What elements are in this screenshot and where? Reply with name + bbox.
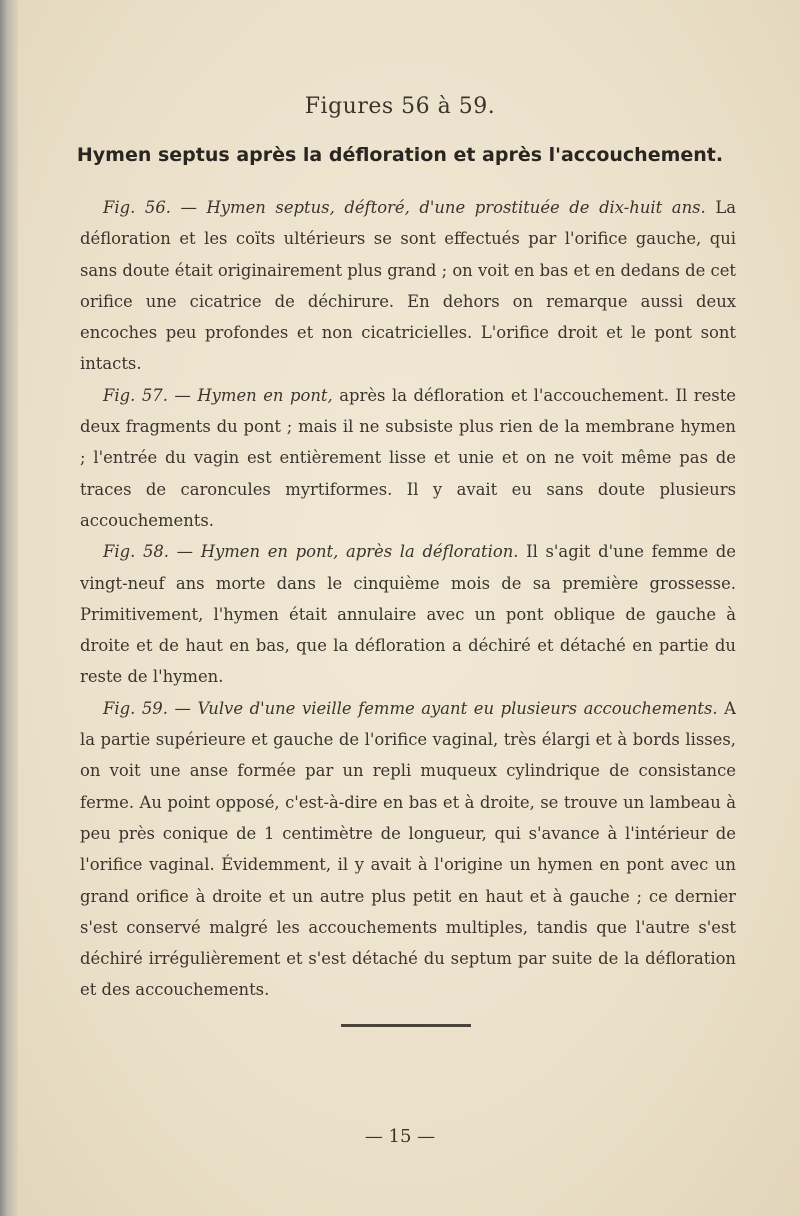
figure-description: Il s'agit d'une femme de vingt-neuf ans morte dans le cinquième mois de sa première grossesse. Primitivement, l'hymen était annulaire avec un pont oblique de gauche à droite et de haut en bas, que la défloration a déchiré et détaché en partie du reste de l'hymen. <box>80 542 736 687</box>
book-spine-shadow <box>0 0 18 1216</box>
page-number: — 15 — <box>364 1126 436 1147</box>
figure-caption: Hymen en pont, après la défloration. <box>200 542 519 562</box>
figure-label: Fig. 56. — <box>103 198 197 217</box>
paragraph-fig-57 <box>80 380 736 536</box>
section-subtitle: Hymen septus après la défloration et après l'accouchement. <box>76 144 724 166</box>
figure-description: après la défloration et l'accouchement. Il reste deux fragments du pont ; mais il ne subsiste plus rien de la membrane hymen ; l'entrée du vagin est entièrement lisse et unie et on ne voit même pas de traces de caroncules myrtiformes. Il y avait eu sans doute plusieurs accouchements. <box>80 385 736 530</box>
paragraph-fig-59 <box>80 693 736 1006</box>
figures-title: Figures 56 à 59. <box>304 94 496 119</box>
figure-caption: Vulve d'une vieille femme ayant eu plusieurs accouchements. <box>197 698 718 718</box>
figure-description: A la partie supérieure et gauche de l'orifice vaginal, très élargi et à bords lisses, on voit une anse formée par un repli muqueux cylindrique de consistance ferme. Au point opposé, c'est-à-dire en bas et à droite, se trouve un lambeau à peu près conique de 1 centimètre de longueur, qui s'avance à l'intérieur de l'orifice vaginal. Évidemment, il y avait à l'origine un hymen en pont avec un grand orifice à droite et un autre plus petit en haut et à gauche ; ce dernier s'est conservé malgré les accouchements multiples, tandis que l'autre s'est déchiré irrégulièrement et s'est détaché du septum par suite de la défloration et des accouchements. <box>80 698 736 1000</box>
section-divider <box>341 1024 471 1027</box>
figure-label: Fig. 58. — <box>103 542 194 562</box>
paragraph-fig-56 <box>80 192 736 380</box>
figure-label: Fig. 57. — <box>103 385 191 405</box>
paragraph-fig-58 <box>80 536 736 692</box>
body-text <box>80 192 736 1006</box>
figure-label: Fig. 59. — <box>103 698 191 718</box>
figure-description: La défloration et les coïts ultérieurs se sont effectués par l'orifice gauche, qui sans doute était originairement plus grand ; on voit en bas et en dedans de cet orifice une cicatrice de déchirure. En dehors on remarque aussi deux encoches peu profondes et non cicatricielles. L'orifice droit et le pont sont intacts. <box>80 198 737 374</box>
figure-caption: Hymen en pont, <box>197 385 333 405</box>
figure-caption: Hymen septus, déftoré, d'une prostituée de dix-huit ans. <box>206 198 706 217</box>
